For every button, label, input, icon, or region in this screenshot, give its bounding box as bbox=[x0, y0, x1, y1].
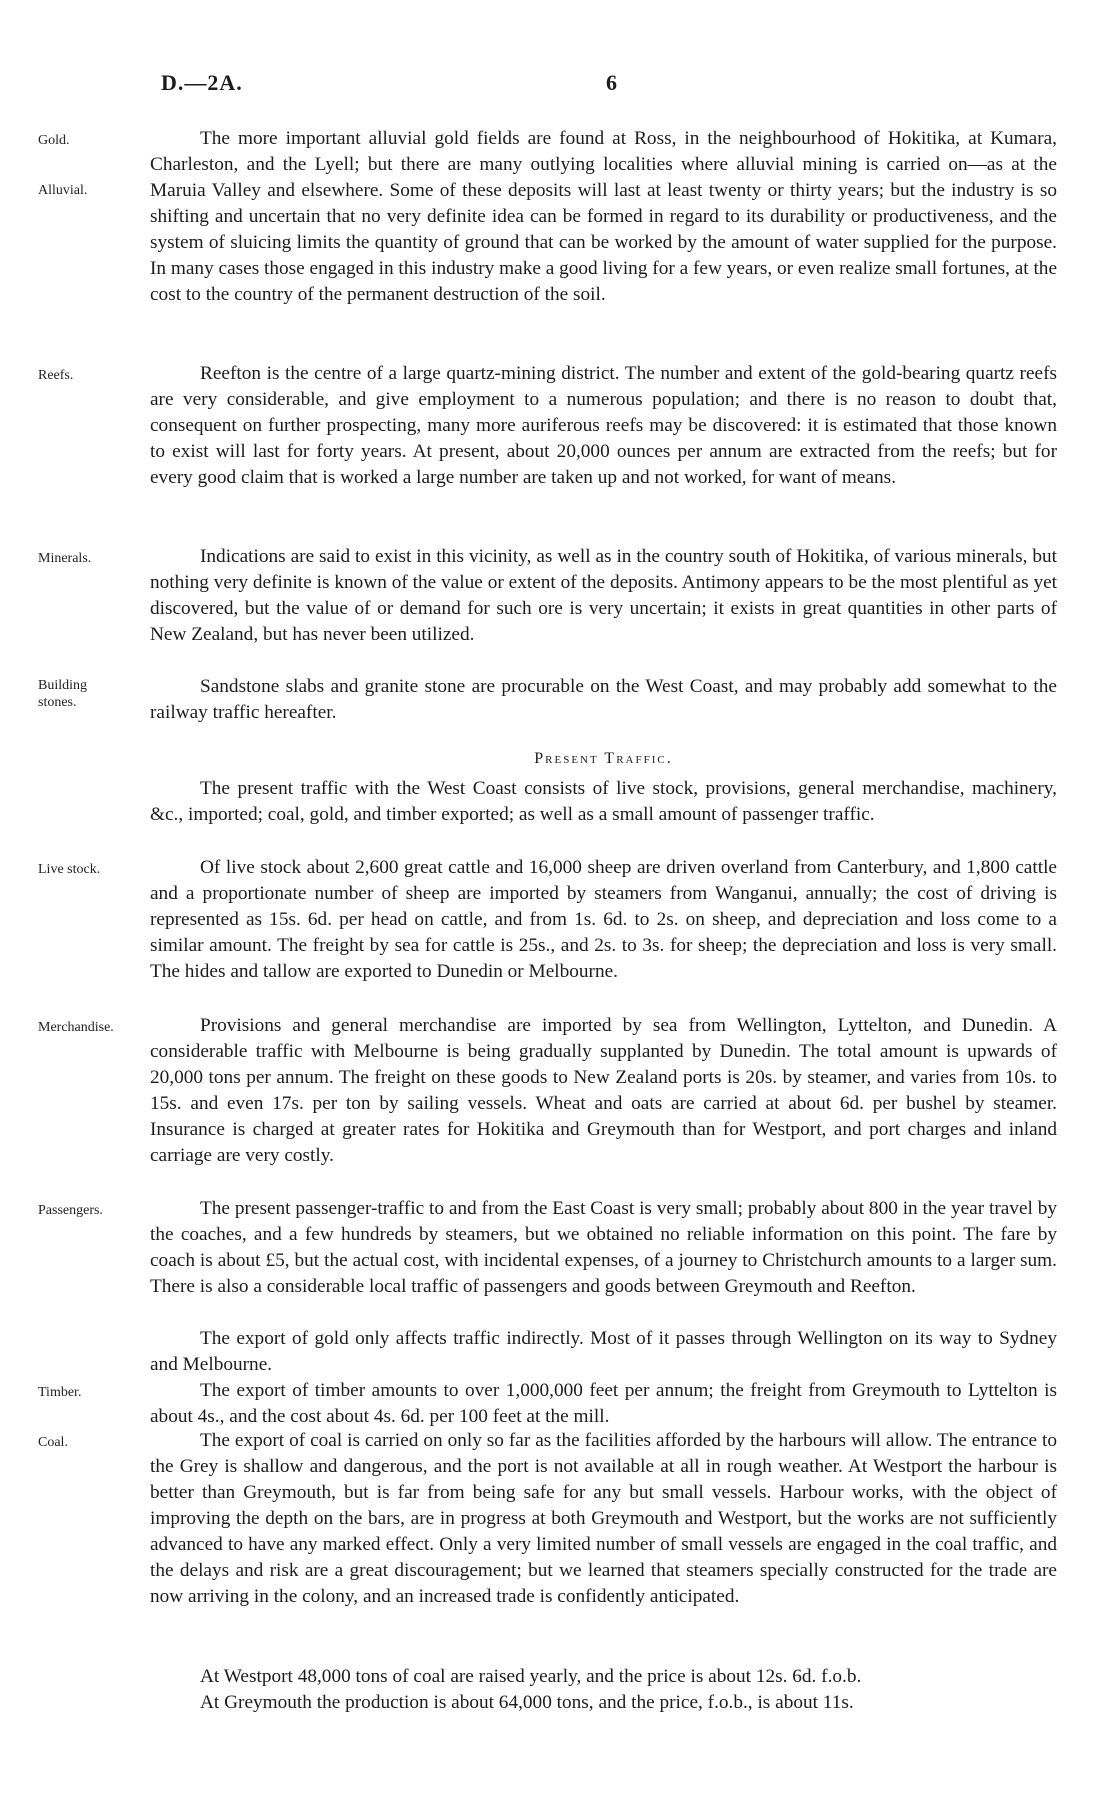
sidenote-alluvial: Alluvial. bbox=[38, 183, 88, 198]
paragraph-alluvial: The more important alluvial gold fields are found at Ross, in the neighbourhood of Hokitika, at Kumara, Charleston, and the Lyell; but there are many outlying localities where alluvial mining is carried on—as at the Maruia Valley and elsewhere. Some of these deposits will last at least twenty or thirty years; but the industry is so shifting and uncertain that no very definite idea can be formed in regard to its durability or productiveness, and the system of sluicing limits the quantity of ground that can be worked by the amount of water supplied for the purpose. In many cases those engaged in this industry make a good living for a few years, or even realize small fortunes, at the cost to the country of the permanent destruction of the soil. bbox=[150, 128, 1058, 305]
sidenote-merchandise: Merchandise. bbox=[38, 1020, 114, 1035]
sidenote-passengers: Passengers. bbox=[38, 1203, 103, 1218]
sidenote-live-stock: Live stock. bbox=[38, 862, 101, 877]
paragraph-timber: The export of timber amounts to over 1,000,000 feet per annum; the freight from Greymouth to Lyttelton is about 4s., and the cost about 4s. 6d. per 100 feet at the mill. bbox=[150, 1380, 1057, 1427]
sidenote-gold: Gold. bbox=[38, 133, 70, 148]
sidenote-timber: Timber. bbox=[38, 1385, 82, 1400]
page-number: 6 bbox=[606, 70, 618, 95]
paragraph-building-stones: Sandstone slabs and granite stone are procurable on the West Coast, and may probably add somewhat to the railway traffic hereafter. bbox=[150, 676, 1057, 723]
paragraph-traffic-intro: The present traffic with the West Coast consists of live stock, provisions, general merchandise, machinery, &c., imported; coal, gold, and timber exported; as well as a small amount of passenger traffic. bbox=[150, 778, 1057, 825]
paragraph-gold-export: The export of gold only affects traffic indirectly. Most of it passes through Wellington on its way to Sydney and Melbourne. bbox=[150, 1328, 1057, 1375]
sidenote-building-stones: Building stones. bbox=[38, 678, 88, 710]
paragraph-merchandise: Provisions and general merchandise are imported by sea from Wellington, Lyttelton, and Dunedin. A considerable traffic with Melbourne is being gradually supplanted by Dunedin. The total amount is upwards of 20,000 tons per annum. The freight on these goods to New Zealand ports is 20s. by steamer, and varies from 10s. to 15s. and even 17s. per ton by sailing vessels. Wheat and oats are carried at about 6d. per bushel by steamer. Insurance is charged at greater rates for Hokitika and Greymouth than for Westport, and port charges and inland carriage are very costly. bbox=[150, 1015, 1057, 1166]
paragraph-greymouth: At Greymouth the production is about 64,000 tons, and the price, f.o.b., is about 11s. bbox=[200, 1692, 854, 1713]
paragraph-westport: At Westport 48,000 tons of coal are raised yearly, and the price is about 12s. 6d. f.o.b. bbox=[200, 1666, 862, 1687]
document-code: D.—2A. bbox=[161, 70, 243, 95]
paragraph-live-stock: Of live stock about 2,600 great cattle and 16,000 sheep are driven overland from Canterbury, and 1,800 cattle and a proportionate number of sheep are imported by steamers from Wanganui, annually; the cost of driving is represented as 15s. 6d. per head on cattle, and from 1s. 6d. to 2s. on sheep, and depreciation and loss come to a similar amount. The freight by sea for cattle is 25s., and 2s. to 3s. for sheep; the depreciation and loss is very small. The hides and tallow are exported to Dunedin or Melbourne. bbox=[150, 857, 1057, 982]
section-heading: Present Traffic. bbox=[534, 750, 673, 767]
sidenote-coal: Coal. bbox=[38, 1435, 68, 1450]
paragraph-coal: The export of coal is carried on only so far as the facilities afforded by the harbours will allow. The entrance to the Grey is shallow and dangerous, and the port is not available at all in rough weather. At Westport the harbour is better than Greymouth, but is far from being safe for any but small vessels. Harbour works, with the object of improving the depth on the bars, are in progress at both Greymouth and Westport, but the works are not sufficiently advanced to have any marked effect. Only a very limited number of small vessels are engaged in the coal traffic, and the delays and risk are a great discouragement; but we learned that steamers specially constructed for the trade are now arriving in the colony, and an increased trade is confidently anticipated. bbox=[150, 1430, 1057, 1607]
sidenote-minerals: Minerals. bbox=[38, 551, 92, 566]
paragraph-minerals: Indications are said to exist in this vicinity, as well as in the country south of Hokitika, of various minerals, but nothing very definite is known of the value or extent of the deposits. Antimony appears to be the most plentiful as yet discovered, but the value of or demand for such ore is very uncertain; it exists in great quantities in other parts of New Zealand, but has never been utilized. bbox=[150, 546, 1057, 645]
sidenote-reefs: Reefs. bbox=[38, 368, 74, 383]
paragraph-reefs: Reefton is the centre of a large quartz-mining district. The number and extent of the gold-bearing quartz reefs are very considerable, and give employment to a numerous population; and there is no reason to doubt that, consequent on further prospecting, many more auriferous reefs may be discovered: it is estimated that those known to exist will last for forty years. At present, about 20,000 ounces per annum are extracted from the reefs; but for every good claim that is worked a large number are taken up and not worked, for want of means. bbox=[150, 363, 1057, 488]
paragraph-passengers: The present passenger-traffic to and from the East Coast is very small; probably about 800 in the year travel by the coaches, and a few hundreds by steamers, but we obtained no reliable information on this point. The fare by coach is about £5, but the actual cost, with incidental expenses, of a journey to Christchurch amounts to a larger sum. There is also a considerable local traffic of passengers and goods between Greymouth and Reefton. bbox=[150, 1198, 1057, 1297]
